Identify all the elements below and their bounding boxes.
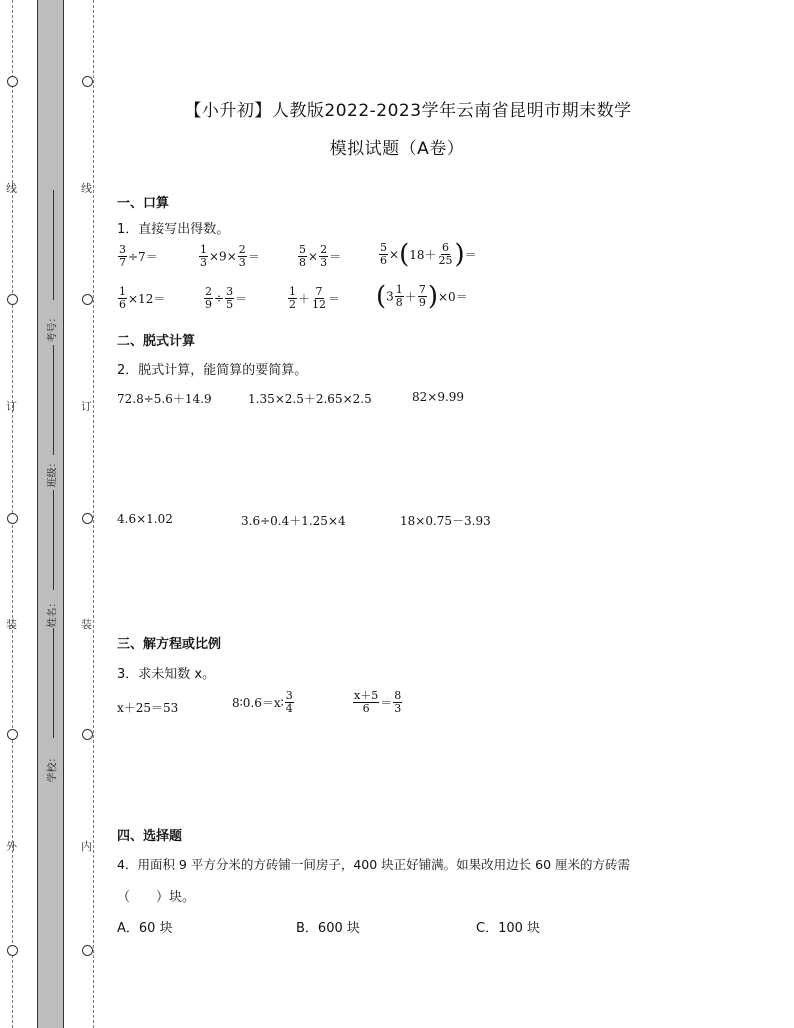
- binding-hole-inner: [82, 294, 93, 305]
- denominator: 5: [226, 298, 234, 311]
- expr-tail: ＝: [247, 250, 260, 264]
- fraction: [225, 286, 234, 311]
- binding-char-inner: 线: [81, 182, 92, 195]
- whole-number: 3: [386, 289, 394, 304]
- numerator: 8: [394, 689, 402, 702]
- fraction: [204, 286, 213, 311]
- denominator: 3: [238, 256, 246, 269]
- denominator: 7: [119, 256, 126, 269]
- mental-math-item: [117, 244, 158, 269]
- numerator: 2: [205, 285, 212, 298]
- fraction: [118, 244, 127, 269]
- class-label: 班级：: [47, 457, 59, 488]
- binding-hole-inner: [82, 729, 93, 740]
- numerator: 5: [380, 241, 387, 254]
- numerator: 3: [285, 689, 293, 702]
- fraction: [319, 244, 328, 269]
- expr-tail: ＝: [328, 292, 341, 306]
- numerator: 2: [238, 243, 246, 256]
- fraction: [418, 284, 427, 309]
- binding-hole-outer: [7, 76, 18, 87]
- equation-lead: 8∶0.6＝x∶: [232, 696, 284, 710]
- denominator: 6: [380, 254, 387, 267]
- expr-tail: ＝: [464, 248, 477, 262]
- denominator: 3: [320, 256, 328, 269]
- right-paren: ): [427, 281, 438, 312]
- calc-item: 3.6÷0.4＋1.25×4: [241, 514, 346, 528]
- binding-hole-outer: [7, 294, 18, 305]
- page-subtitle: 模拟试题（A卷）: [329, 139, 465, 159]
- field-underline: [53, 190, 54, 300]
- numerator: 7: [315, 285, 323, 298]
- operator: ×: [308, 249, 319, 264]
- option-a[interactable]: A．60 块: [117, 921, 173, 936]
- fraction: [379, 242, 388, 267]
- left-paren: (: [399, 239, 410, 270]
- expr-tail: ＝: [329, 250, 342, 264]
- numerator: 5: [299, 243, 306, 256]
- numerator: 6: [442, 241, 449, 254]
- mental-math-item: [198, 244, 260, 269]
- numerator: 1: [200, 243, 207, 256]
- binding-hole-inner: [82, 513, 93, 524]
- numerator: 1: [119, 285, 126, 298]
- fraction: [118, 286, 127, 311]
- name-label: 姓名：: [47, 597, 59, 628]
- option-c[interactable]: C．100 块: [476, 921, 541, 936]
- section-heading: 四、选择题: [117, 829, 183, 844]
- denominator: 3: [200, 256, 207, 269]
- school-label: 学校：: [47, 752, 59, 783]
- fraction: [438, 242, 454, 267]
- mental-math-item: [297, 244, 341, 269]
- numerator: 3: [226, 285, 234, 298]
- numerator: 7: [418, 283, 426, 296]
- mental-math-item: [378, 239, 477, 270]
- exam-number-label: 考号：: [47, 312, 59, 343]
- binding-hole-outer: [7, 945, 18, 956]
- question-text: 2．脱式计算，能简算的要简算。: [117, 363, 308, 378]
- fraction: [238, 244, 247, 269]
- expr-tail: ÷7＝: [128, 250, 158, 264]
- denominator: 9: [205, 298, 212, 311]
- question-text: 1．直接写出得数。: [117, 222, 230, 237]
- fraction: [285, 690, 294, 715]
- option-b[interactable]: B．600 块: [296, 921, 360, 936]
- equation-item: [352, 690, 403, 715]
- fraction: [298, 244, 307, 269]
- mental-math-item: [203, 286, 247, 311]
- question-text-cont: （ ）块。: [117, 890, 196, 905]
- denominator: 9: [418, 296, 426, 309]
- operator: ＝: [380, 696, 393, 710]
- fraction: [199, 244, 208, 269]
- fraction: [353, 690, 379, 715]
- mental-math-item: [287, 286, 340, 311]
- calc-item: 72.8÷5.6＋14.9: [117, 392, 212, 406]
- right-paren: ): [454, 239, 465, 270]
- equation-item: x＋25＝53: [117, 701, 179, 715]
- numerator: x＋5: [354, 689, 379, 702]
- expr-inner: 18＋: [409, 248, 437, 262]
- numerator: 3: [119, 243, 126, 256]
- calc-item: 18×0.75－3.93: [400, 514, 491, 528]
- binding-char-outer: 线: [6, 182, 17, 195]
- expr-tail: ×12＝: [128, 292, 166, 306]
- denominator: 12: [312, 298, 327, 311]
- numerator: 1: [289, 285, 296, 298]
- denominator: 6: [362, 702, 370, 715]
- binding-hole-outer: [7, 513, 18, 524]
- operator: ＋: [298, 292, 311, 306]
- expr-tail: ＝: [235, 292, 248, 306]
- operator: ×9×: [209, 249, 237, 264]
- field-underline: [53, 345, 54, 455]
- fraction: [395, 284, 404, 309]
- denominator: 4: [285, 702, 293, 715]
- operator: ÷: [214, 291, 225, 306]
- operator: ×: [389, 247, 400, 262]
- section-heading: 一、口算: [117, 196, 170, 211]
- binding-char-outer: 外: [6, 840, 17, 853]
- left-paren: (: [376, 281, 387, 312]
- field-underline: [53, 628, 54, 738]
- expr-tail: ×0＝: [437, 290, 468, 304]
- question-text: 4．用面积 9 平方分米的方砖铺一间房子，400 块正好铺满。如果改用边长 60 厘米的方砖需: [117, 857, 631, 872]
- denominator: 8: [299, 256, 306, 269]
- binding-char-inner: 内: [81, 840, 92, 853]
- fraction: [288, 286, 297, 311]
- denominator: 25: [438, 254, 453, 267]
- page-title: 【小升初】人教版2022-2023学年云南省昆明市期末数学: [184, 101, 632, 121]
- denominator: 3: [394, 702, 402, 715]
- section-heading: 二、脱式计算: [117, 334, 196, 349]
- calc-item: 1.35×2.5＋2.65×2.5: [248, 392, 372, 406]
- numerator: 2: [320, 243, 328, 256]
- denominator: 6: [119, 298, 126, 311]
- binding-char-inner: 订: [81, 400, 92, 413]
- calc-item: 4.6×1.02: [117, 512, 173, 526]
- field-underline: [53, 490, 54, 590]
- binding-hole-outer: [7, 729, 18, 740]
- section-heading: 三、解方程或比例: [117, 637, 222, 652]
- operator: ＋: [404, 290, 417, 304]
- mental-math-item: [117, 286, 165, 311]
- numerator: 1: [395, 283, 403, 296]
- binding-hole-inner: [82, 945, 93, 956]
- equation-item: [232, 690, 295, 715]
- denominator: 8: [395, 296, 403, 309]
- binding-hole-inner: [82, 76, 93, 87]
- denominator: 2: [289, 298, 296, 311]
- binding-char-outer: 订: [6, 400, 17, 413]
- fraction: [393, 690, 402, 715]
- mental-math-item: [376, 281, 468, 312]
- question-text: 3．求未知数 x。: [117, 667, 216, 682]
- calc-item: 82×9.99: [412, 390, 465, 404]
- binding-char-inner: 装: [81, 618, 92, 631]
- fraction: [311, 286, 327, 311]
- binding-char-outer: 装: [6, 618, 17, 631]
